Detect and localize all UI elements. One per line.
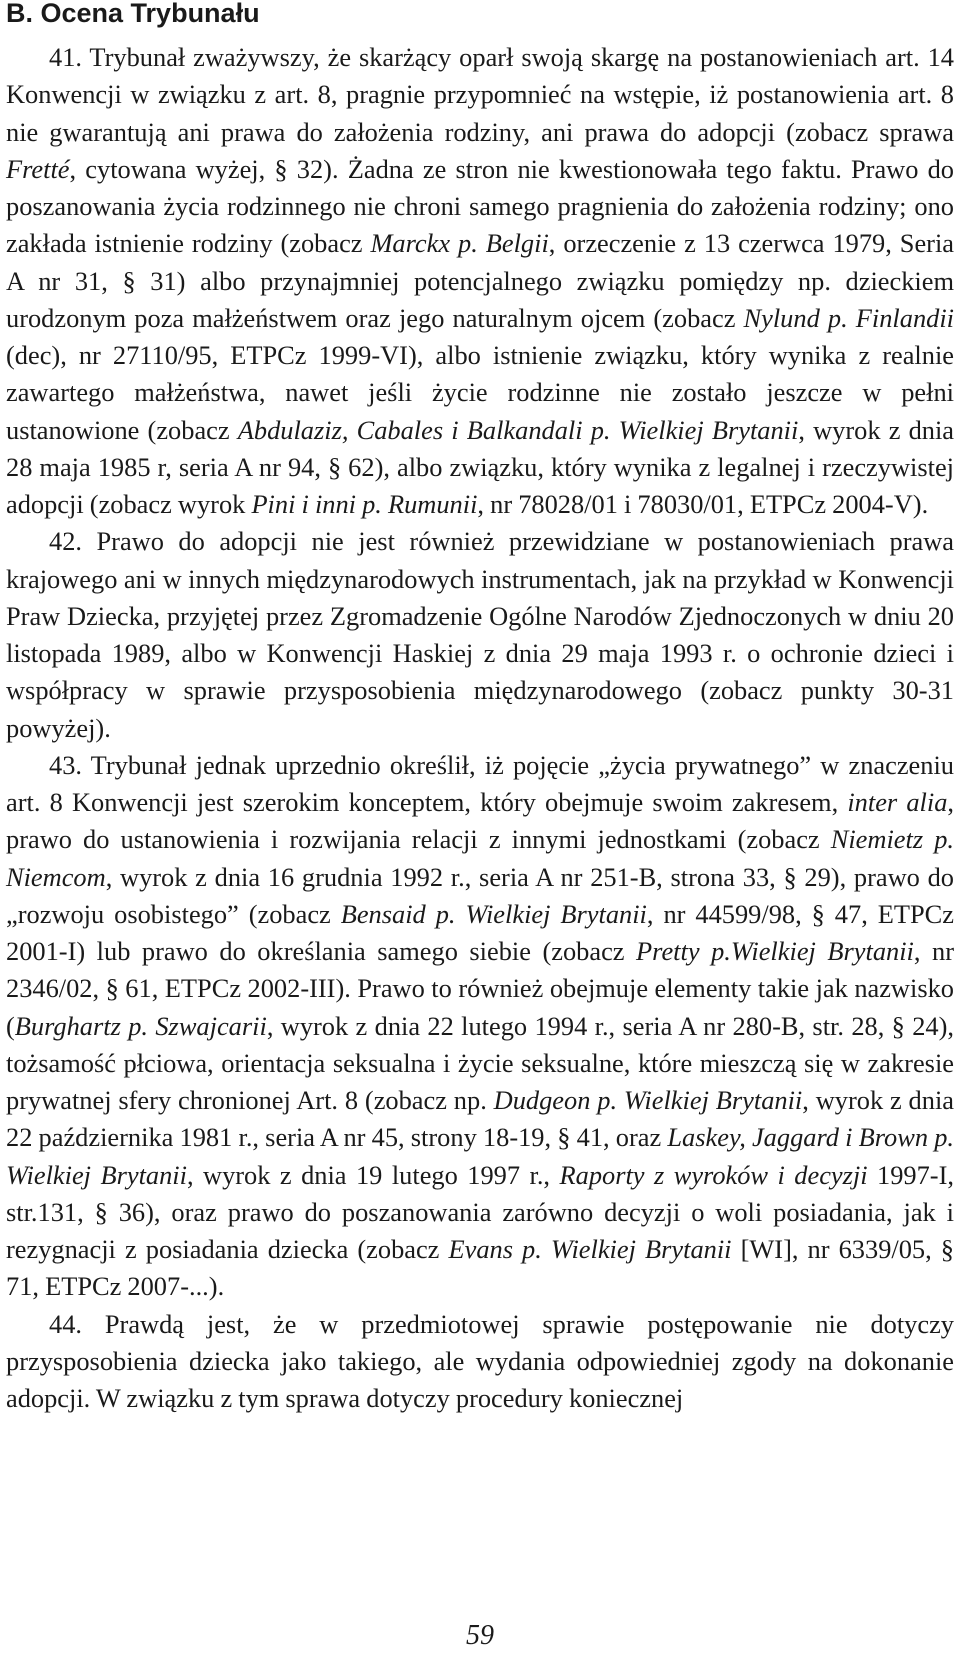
- italic-citation: Pini i inni p. Rumunii: [251, 489, 478, 519]
- text-run: 41. Trybunał zważywszy, że skarżący oparł swoją skargę na postanowieniach art. 14 Konwencji w związku z art. 8, pragnie przypomnieć na wstępie, iż postanowienia art. 8 nie gwarantują ani prawa do założenia rodziny, ani prawa do adopcji (zobacz sprawa: [6, 42, 954, 147]
- text-run: 43. Trybunał jednak uprzednio określił, iż pojęcie „życia prywatnego” w znaczeniu art. 8 Konwencji jest szerokim konceptem, który obejmuje swoim zakresem,: [6, 749, 954, 817]
- italic-citation: inter alia: [847, 787, 948, 817]
- paragraph-42: [6, 523, 954, 747]
- italic-citation: Burghartz p. Szwajcarii: [14, 1010, 267, 1041]
- italic-citation: Evans p. Wielkiej Brytanii: [448, 1234, 732, 1264]
- text-run: , wyrok z dnia 28 maja 1985 r, seria A nr 94, § 62), albo związku, który wynika z legalnej i rzeczywistej adopcji (zobacz wyrok: [6, 414, 955, 519]
- text-run: 1997-I, str.131, § 36), oraz prawo do poszanowania zarówno decyzji o woli posiadania, jak i rezygnacji z posiadania dziecka (zobacz: [6, 1159, 954, 1264]
- text-run: , wyrok z dnia 22 października 1981 r., seria A nr 45, strony 18-19, § 41, oraz: [6, 1085, 954, 1153]
- text-run: , nr 78028/01 i 78030/01, ETPCz 2004-V).: [477, 489, 929, 519]
- italic-citation: Marckx p. Belgii: [370, 228, 549, 259]
- text-run: , nr 2346/02, § 61, ETPCz 2002-III). Prawo to również obejmuje elementy takie jak nazwisko (: [6, 936, 954, 1041]
- paragraph-41: [6, 39, 954, 523]
- text-run: , prawo do ustanowienia i rozwijania relacji z innymi jednostkami (zobacz: [6, 787, 954, 855]
- text-run: , nr 44599/98, § 47, ETPCz 2001-I) lub prawo do określania samego siebie (zobacz: [6, 898, 954, 966]
- text-run: 42. Prawo do adopcji nie jest również przewidziane w postanowieniach prawa krajowego ani w innych międzynarodowych instrumentach, jak na przykład w Konwencji Praw Dziecka, przyjętej przez Zgromadzenie Ogólne Narodów Zjednoczonych w dniu 20 listopada 1989, albo w Konwencji Haskiej z dnia 29 maja 1993 r. o ochronie dzieci i współpracy w sprawie przysposobienia międzynarodowego (zobacz punkty 30-31 powyżej).: [6, 526, 954, 743]
- text-run: , wyrok z dnia 19 lutego 1997 r.,: [186, 1159, 560, 1190]
- page-number: 59: [466, 1620, 494, 1651]
- text-run: , orzeczenie z 13 czerwca 1979, Seria A nr 31, § 31) albo przynajmniej potencjalnego związku pomiędzy np. dzieckiem urodzonym poza małżeństwem oraz jego naturalnym ojcem (zobacz: [6, 228, 955, 333]
- italic-citation: Nylund p. Finlandii: [743, 302, 955, 333]
- paragraph-43: [6, 747, 954, 1306]
- italic-citation: Fretté: [6, 153, 70, 184]
- italic-citation: Pretty p.Wielkiej Brytanii: [636, 936, 914, 966]
- text-run: , wyrok z dnia 22 lutego 1994 r., seria A nr 280-B, str. 28, § 24), tożsamość płciowa, orientacja seksualna i życie seksualne, które mieszczą się w zakresie prywatnej sfery chronionej Art. 8 (zobacz np.: [6, 1010, 954, 1115]
- italic-citation: Raporty z wyroków i decyzji: [559, 1159, 868, 1190]
- italic-citation: Bensaid p. Wielkiej Brytanii: [340, 898, 647, 929]
- italic-citation: Laskey, Jaggard i Brown p. Wielkiej Brytanii: [6, 1122, 954, 1190]
- text-run: [WI], nr 6339/05, § 71, ETPCz 2007-...).: [6, 1234, 954, 1302]
- italic-citation: Abdulaziz, Cabales i Balkandali p. Wielkiej Brytanii: [237, 414, 799, 445]
- italic-citation: Niemietz p. Niemcom: [6, 824, 954, 892]
- section-heading: B. Ocena Trybunału: [6, 0, 260, 28]
- document-body: [6, 39, 954, 1417]
- text-run: 44. Prawdą jest, że w przedmiotowej sprawie postępowanie nie dotyczy przysposobienia dziecka jako takiego, ale wydania odpowiedniej zgody na dokonanie adopcji. W związku z tym sprawa dotyczy procedury koniecznej: [6, 1308, 954, 1413]
- text-run: , wyrok z dnia 16 grudnia 1992 r., seria A nr 251-B, strona 33, § 29), prawo do „rozwoju osobistego” (zobacz: [6, 861, 954, 929]
- italic-citation: Dudgeon p. Wielkiej Brytanii: [493, 1085, 803, 1115]
- text-run: , cytowana wyżej, § 32). Żadna ze stron nie kwestionowała tego faktu. Prawo do poszanowania życia rodzinnego nie chroni samego pragnienia do założenia rodziny; ono zakłada istnienie rodziny (zobacz: [6, 153, 954, 259]
- paragraph-44: [6, 1306, 954, 1418]
- text-run: (dec), nr 27110/95, ETPCz 1999-VI), albo istnienie związku, który wynika z realnie zawartego małżeństwa, nawet jeśli życie rodzinne nie zostało jeszcze w pełni ustanowione (zobacz: [6, 340, 954, 445]
